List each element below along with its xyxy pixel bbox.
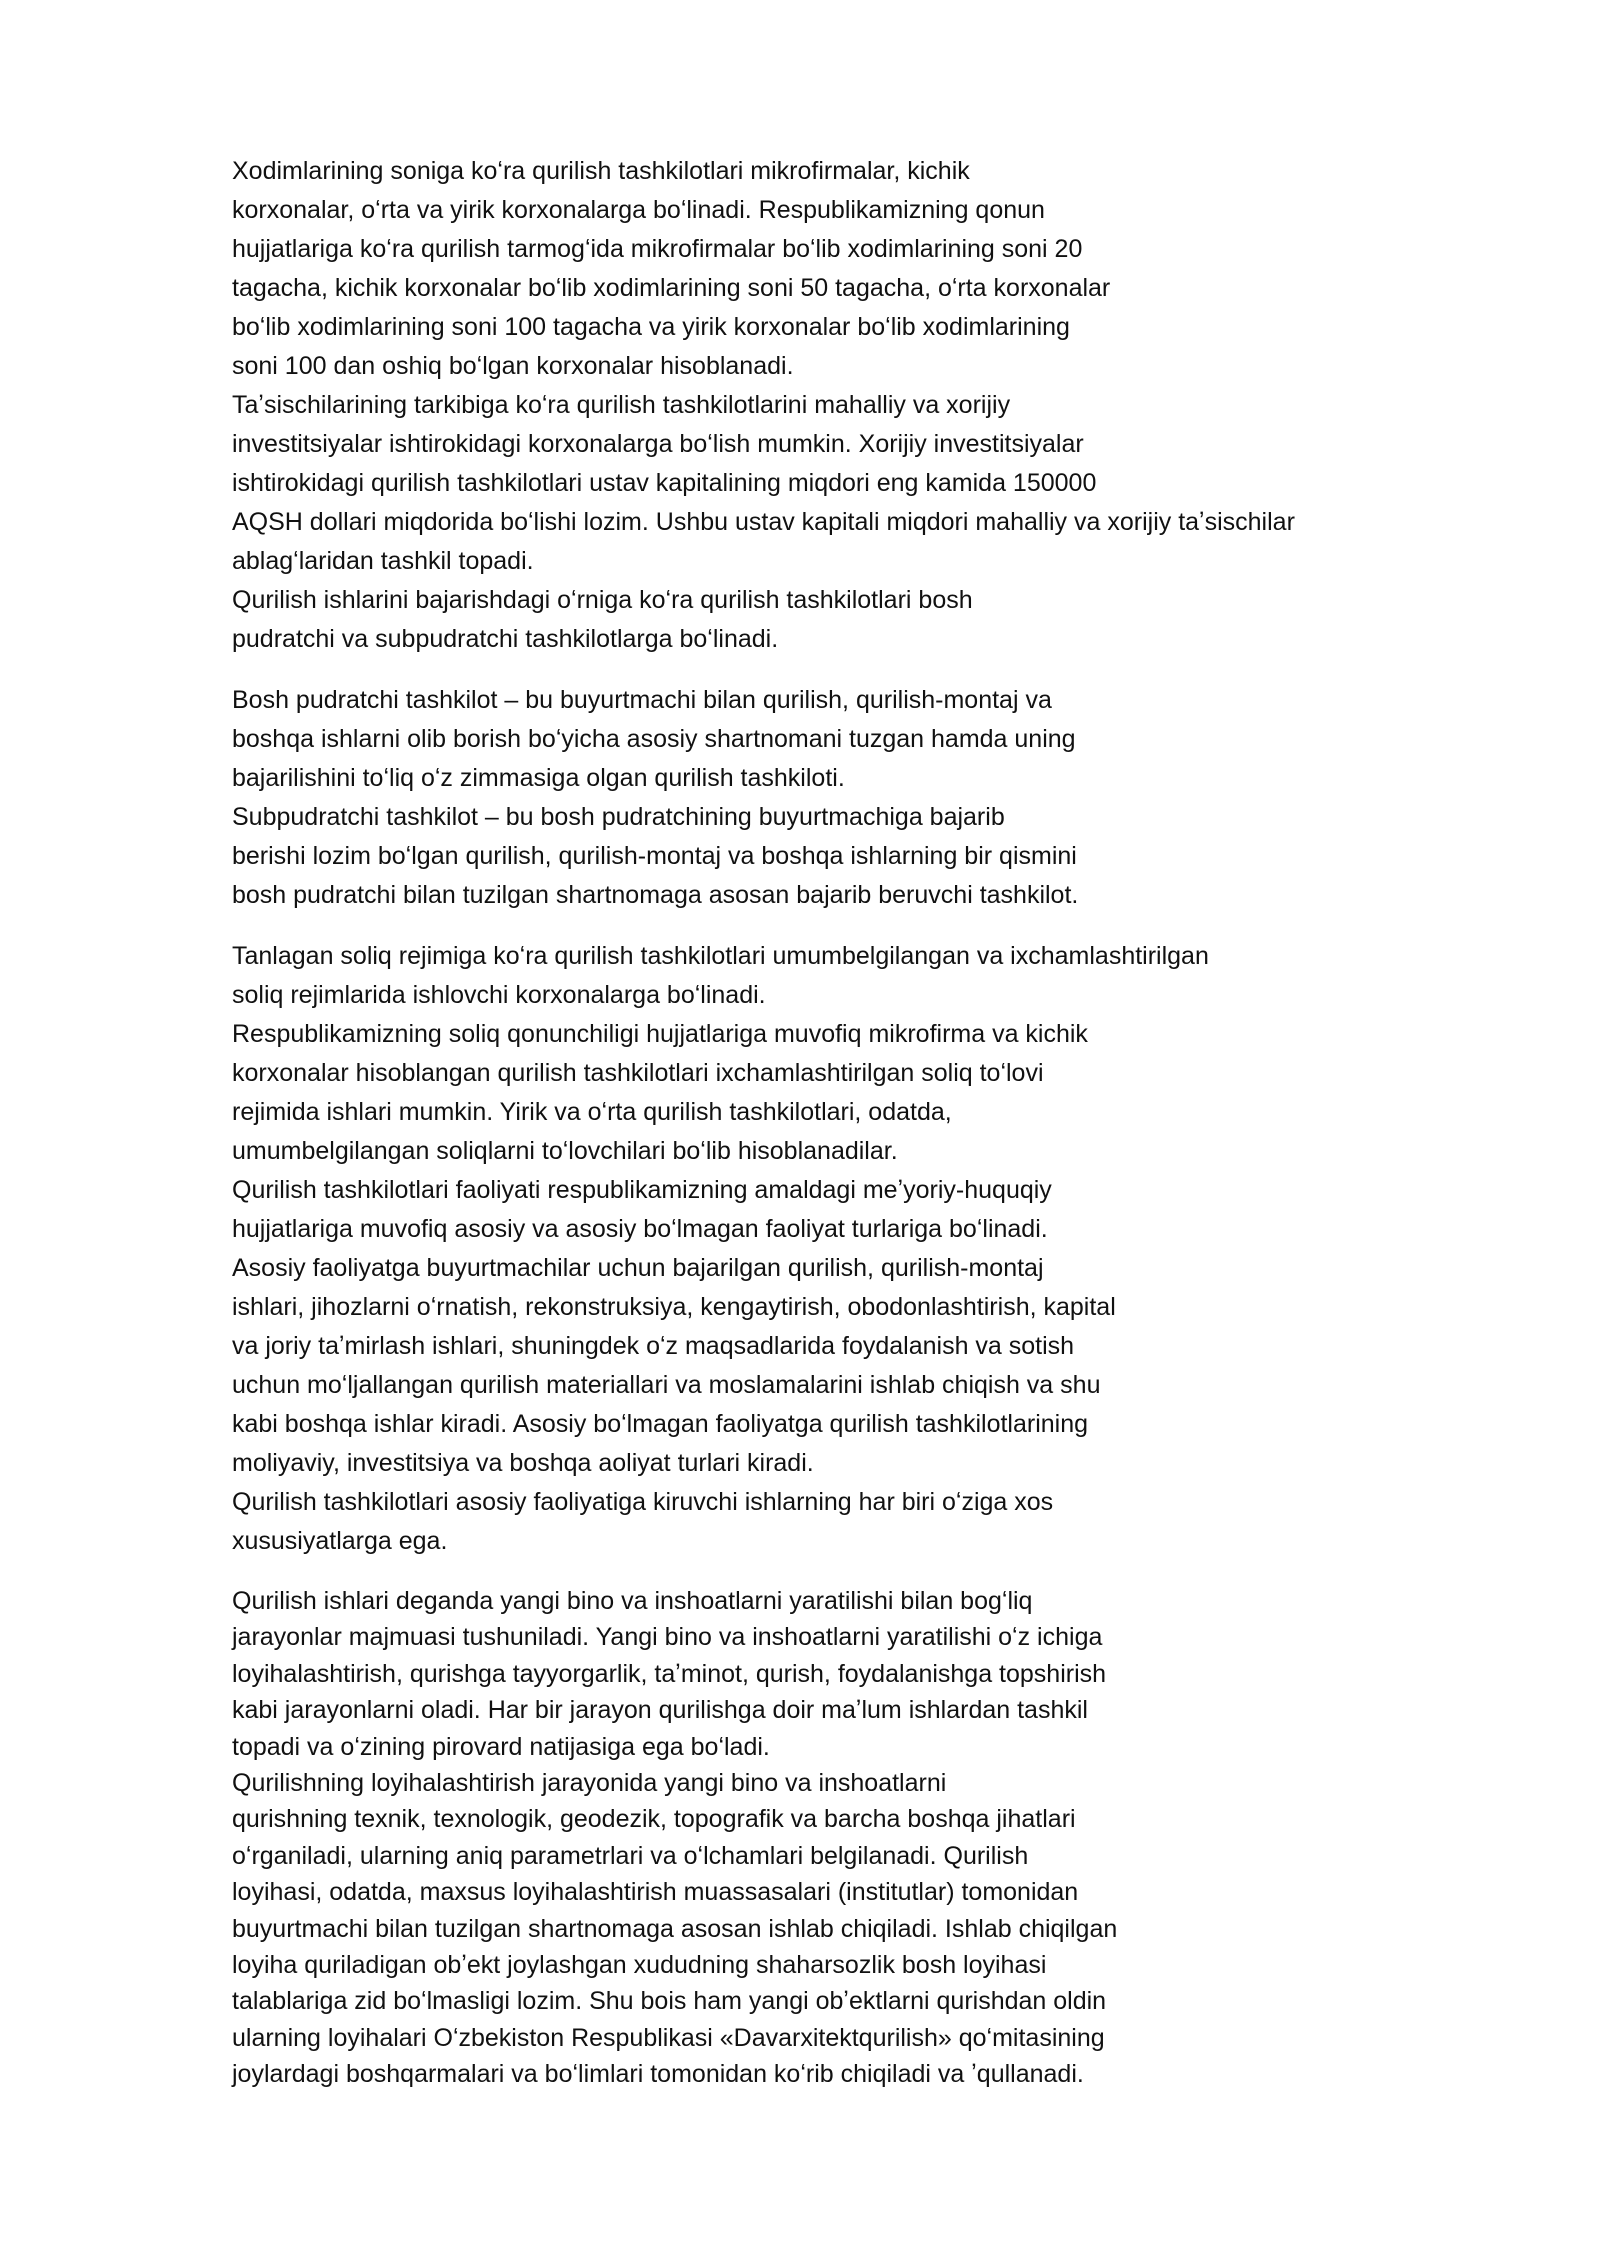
text-line: kabi boshqa ishlar kiradi. Asosiy boʻlmagan faoliyatga qurilish tashkilotlarining xyxy=(232,1410,1089,1438)
document-body xyxy=(232,152,1412,2092)
text-line: xususiyatlarga ega. xyxy=(232,1527,448,1555)
text-line: hujjatlariga muvofiq asosiy va asosiy boʻlmagan faoliyat turlariga boʻlinadi. xyxy=(232,1215,1048,1243)
text-line: Taʼsischilarining tarkibiga koʻra qurilish tashkilotlarini mahalliy va xorijiy xyxy=(232,391,1011,419)
text-line: bajarilishini toʻliq oʻz zimmasiga olgan qurilish tashkiloti. xyxy=(232,764,845,792)
text-line: Qurilish tashkilotlari faoliyati respublikamizning amaldagi meʼyoriy-huquqiy xyxy=(232,1176,1052,1204)
text-line: boʻlib xodimlarining soni 100 tagacha va yirik korxonalar boʻlib xodimlarining xyxy=(232,313,1070,341)
paragraph-block-4 xyxy=(232,1583,1412,2092)
text-line: talablariga zid boʻlmasligi lozim. Shu bois ham yangi obʼektlarni qurishdan oldin xyxy=(232,1987,1107,2016)
text-line: Respublikamizning soliq qonunchiligi hujjatlariga muvofiq mikrofirma va kichik xyxy=(232,1020,1088,1048)
text-line: Asosiy faoliyatga buyurtmachilar uchun bajarilgan qurilish, qurilish-montaj xyxy=(232,1254,1044,1282)
text-line: loyiha quriladigan obʼekt joylashgan xududning shaharsozlik bosh loyihasi xyxy=(232,1950,1047,1979)
text-line: topadi va oʻzining pirovard natijasiga ega boʻladi. xyxy=(232,1732,770,1761)
text-line: ablagʻlaridan tashkil topadi. xyxy=(232,547,534,575)
text-line: Qurilish ishlari deganda yangi bino va inshoatlarni yaratilishi bilan bogʻliq xyxy=(232,1587,1033,1615)
text-line: kabi jarayonlarni oladi. Har bir jarayon qurilishga doir maʼlum ishlardan tashkil xyxy=(232,1696,1088,1725)
text-line: berishi lozim boʻlgan qurilish, qurilish-montaj va boshqa ishlarning bir qismini xyxy=(232,842,1077,870)
text-line: Qurilish tashkilotlari asosiy faoliyatiga kiruvchi ishlarning har biri oʻziga xos xyxy=(232,1488,1054,1516)
text-line: korxonalar, oʻrta va yirik korxonalarga boʻlinadi. Respublikamizning qonun xyxy=(232,196,1045,224)
text-line: qurishning texnik, texnologik, geodezik, topografik va barcha boshqa jihatlari xyxy=(232,1805,1076,1834)
text-line: oʻrganiladi, ularning aniq parametrlari va oʻlchamlari belgilanadi. Qurilish xyxy=(232,1841,1029,1870)
text-line: moliyaviy, investitsiya va boshqa aoliyat turlari kiradi. xyxy=(232,1449,814,1477)
text-line: joylardagi boshqarmalari va boʻlimlari tomonidan koʻrib chiqiladi va ʼqullanadi. xyxy=(232,2060,1084,2089)
text-line: investitsiyalar ishtirokidagi korxonalarga boʻlish mumkin. Xorijiy investitsiyalar xyxy=(232,430,1084,458)
text-line: Tanlagan soliq rejimiga koʻra qurilish tashkilotlari umumbelgilangan va ixchamlashtirilgan xyxy=(232,942,1209,970)
text-line: va joriy taʼmirlash ishlari, shuningdek oʻz maqsadlarida foydalanish va sotish xyxy=(232,1332,1075,1360)
text-line: Qurilishning loyihalashtirish jarayonida yangi bino va inshoatlarni xyxy=(232,1768,947,1797)
text-line: boshqa ishlarni olib borish boʻyicha asosiy shartnomani tuzgan hamda uning xyxy=(232,725,1076,753)
text-line: jarayonlar majmuasi tushuniladi. Yangi bino va inshoatlarni yaratilishi oʻz ichiga xyxy=(232,1623,1103,1652)
text-line: hujjatlariga koʻra qurilish tarmogʻida mikrofirmalar boʻlib xodimlarining soni 20 xyxy=(232,235,1083,263)
text-line: ishlari, jihozlarni oʻrnatish, rekonstruksiya, kengaytirish, obodonlashtirish, kapital xyxy=(232,1293,1116,1321)
text-line: umumbelgilangan soliqlarni toʻlovchilari boʻlib hisoblanadilar. xyxy=(232,1137,898,1165)
paragraph-block-1 xyxy=(232,152,1412,659)
paragraph-block-2 xyxy=(232,681,1412,915)
text-line: bosh pudratchi bilan tuzilgan shartnomaga asosan bajarib beruvchi tashkilot. xyxy=(232,881,1079,909)
text-line: loyihalashtirish, qurishga tayyorgarlik, taʼminot, qurish, foydalanishga topshirish xyxy=(232,1659,1107,1688)
text-line: ishtirokidagi qurilish tashkilotlari ustav kapitalining miqdori eng kamida 150000 xyxy=(232,469,1097,497)
text-line: korxonalar hisoblangan qurilish tashkilotlari ixchamlashtirilgan soliq toʻlovi xyxy=(232,1059,1044,1087)
text-line: soliq rejimlarida ishlovchi korxonalarga boʻlinadi. xyxy=(232,981,766,1009)
paragraph-block-3 xyxy=(232,937,1412,1561)
text-line: uchun moʻljallangan qurilish materiallari va moslamalarini ishlab chiqish va shu xyxy=(232,1371,1101,1399)
text-line: loyihasi, odatda, maxsus loyihalashtirish muassasalari (institutlar) tomonidan xyxy=(232,1878,1079,1907)
text-line: Subpudratchi tashkilot – bu bosh pudratchining buyurtmachiga bajarib xyxy=(232,803,1005,831)
text-line: buyurtmachi bilan tuzilgan shartnomaga asosan ishlab chiqiladi. Ishlab chiqilgan xyxy=(232,1914,1118,1943)
text-line: ularning loyihalari Oʻzbekiston Respublikasi «Davarxitektqurilish» qoʻmitasining xyxy=(232,2023,1105,2052)
text-line: soni 100 dan oshiq boʻlgan korxonalar hisoblanadi. xyxy=(232,352,794,380)
text-line: Qurilish ishlarini bajarishdagi oʻrniga koʻra qurilish tashkilotlari bosh xyxy=(232,586,973,614)
text-line: Xodimlarining soniga koʻra qurilish tashkilotlari mikrofirmalar, kichik xyxy=(232,157,970,185)
text-line: tagacha, kichik korxonalar boʻlib xodimlarining soni 50 tagacha, oʻrta korxonalar xyxy=(232,274,1111,302)
text-line: pudratchi va subpudratchi tashkilotlarga boʻlinadi. xyxy=(232,625,779,653)
text-line: rejimida ishlari mumkin. Yirik va oʻrta qurilish tashkilotlari, odatda, xyxy=(232,1098,952,1126)
text-line: Bosh pudratchi tashkilot – bu buyurtmachi bilan qurilish, qurilish-montaj va xyxy=(232,686,1052,714)
text-line: AQSH dollari miqdorida boʻlishi lozim. Ushbu ustav kapitali miqdori mahalliy va xorijiy taʼsischilar xyxy=(232,508,1295,536)
